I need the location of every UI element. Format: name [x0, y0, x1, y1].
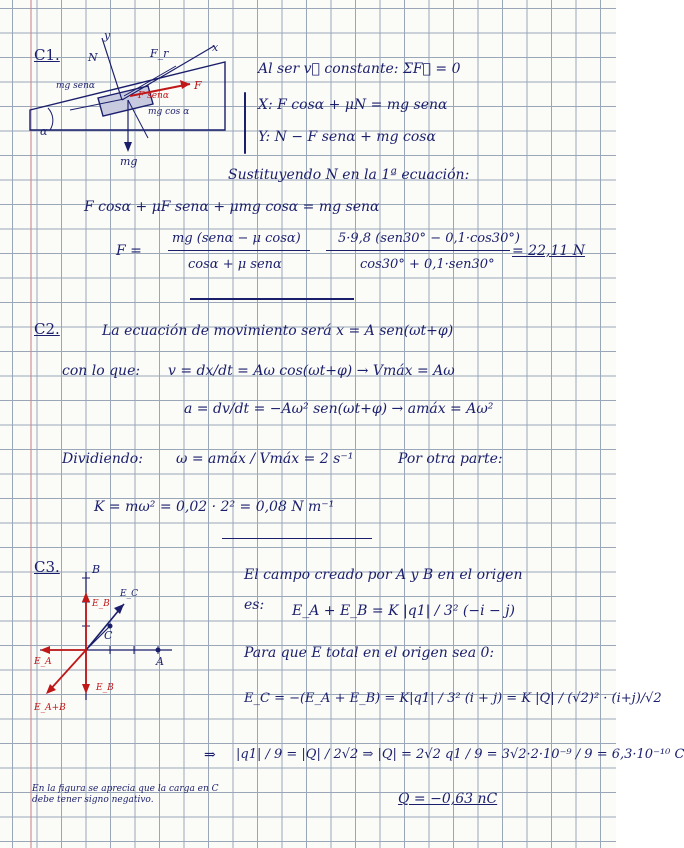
label-c1: C1. — [34, 46, 60, 64]
axis-x-label: x — [212, 41, 219, 54]
c1-result: = 22,11 N — [512, 243, 585, 259]
weight-label: mg — [120, 155, 138, 168]
c1-substitute: Sustituyendo N en la 1ª ecuación: — [228, 167, 470, 183]
c3-line5b: |q1| / 9 = |Q| / 2√2 ⇒ |Q| = 2√2 q1 / 9 = 3√2·2·10⁻⁹ / 9 = 6,3·10⁻¹⁰ C — [236, 747, 684, 762]
label-c3: C3. — [34, 558, 60, 576]
c1-f-num: mg (senα − μ cosα) — [172, 231, 301, 246]
c2-line2b: v = dx/dt = Aω cos(ωt+φ) → Vmáx = Aω — [168, 363, 455, 379]
c1-eq-line: F cosα + μF senα + μmg cosα = mg senα — [84, 199, 380, 215]
c3-note: En la figura se aprecia que la carga en C debe tener signo negativo. — [32, 784, 219, 805]
angle-label: α — [40, 125, 48, 138]
c2-line5: K = mω² = 0,02 · 2² = 0,08 N m⁻¹ — [94, 499, 335, 515]
c3-line1: El campo creado por A y B en el origen — [244, 567, 523, 583]
c3-result: Q = −0,63 nC — [398, 791, 498, 807]
c3-line3: Para que E total en el origen sea 0: — [244, 645, 495, 661]
mg-sin-label: mg senα — [56, 81, 95, 91]
c1-f-num2: 5·9,8 (sen30° − 0,1·cos30°) — [338, 231, 520, 246]
mg-cos-label: mg cos α — [148, 107, 190, 117]
c2-line4b: ω = amáx / Vmáx = 2 s⁻¹ — [176, 451, 354, 467]
c2-line3: a = dv/dt = −Aω² sen(ωt+φ) → amáx = Aω² — [184, 401, 494, 417]
label-c2: C2. — [34, 320, 60, 338]
f-sin-label: F senα — [138, 91, 169, 101]
e-b-down-label: E_B — [96, 683, 114, 693]
e-a-label: E_A — [34, 657, 52, 667]
point-b-label: B — [92, 563, 101, 576]
point-c-label: C — [104, 629, 113, 642]
c1-intro: Al ser v⃗ constante: ΣF⃗ = 0 — [258, 61, 461, 77]
e-c-label: E_C — [120, 589, 138, 599]
normal-label: N — [88, 51, 98, 64]
c3-line4: E_C = −(E_A + E_B) = K|q1| / 3² (i + j) = K |Q| / (√2)² · (i+j)/√2 — [244, 691, 662, 706]
c2-line2a: con lo que: — [62, 363, 141, 379]
c1-eq-y: Y: N − F senα + mg cosα — [258, 129, 436, 145]
point-a-label: A — [156, 655, 164, 668]
c1-f-label: F = — [116, 243, 142, 259]
e-b-up-label: E_B — [92, 599, 110, 609]
axis-y-label: y — [104, 29, 111, 42]
c1-eq-x: X: F cosα + μN = mg senα — [258, 97, 448, 113]
force-f-label: F — [194, 79, 202, 92]
c3-line2b: E_A + E_B = K |q1| / 3² (−i − j) — [292, 603, 516, 619]
c2-line1: La ecuación de movimiento será x = A sen(ωt+φ) — [102, 323, 454, 339]
e-ab-label: E_A+B — [34, 703, 66, 713]
c2-line4c: Por otra parte: — [398, 451, 503, 467]
c3-line5a: ⇒ — [204, 747, 216, 763]
c3-line2a: es: — [244, 597, 265, 613]
c1-f-den: cosα + μ senα — [188, 257, 282, 272]
c1-f-den2: cos30° + 0,1·sen30° — [360, 257, 495, 272]
friction-label: F_r — [150, 47, 169, 60]
c2-line4a: Dividiendo: — [62, 451, 143, 467]
